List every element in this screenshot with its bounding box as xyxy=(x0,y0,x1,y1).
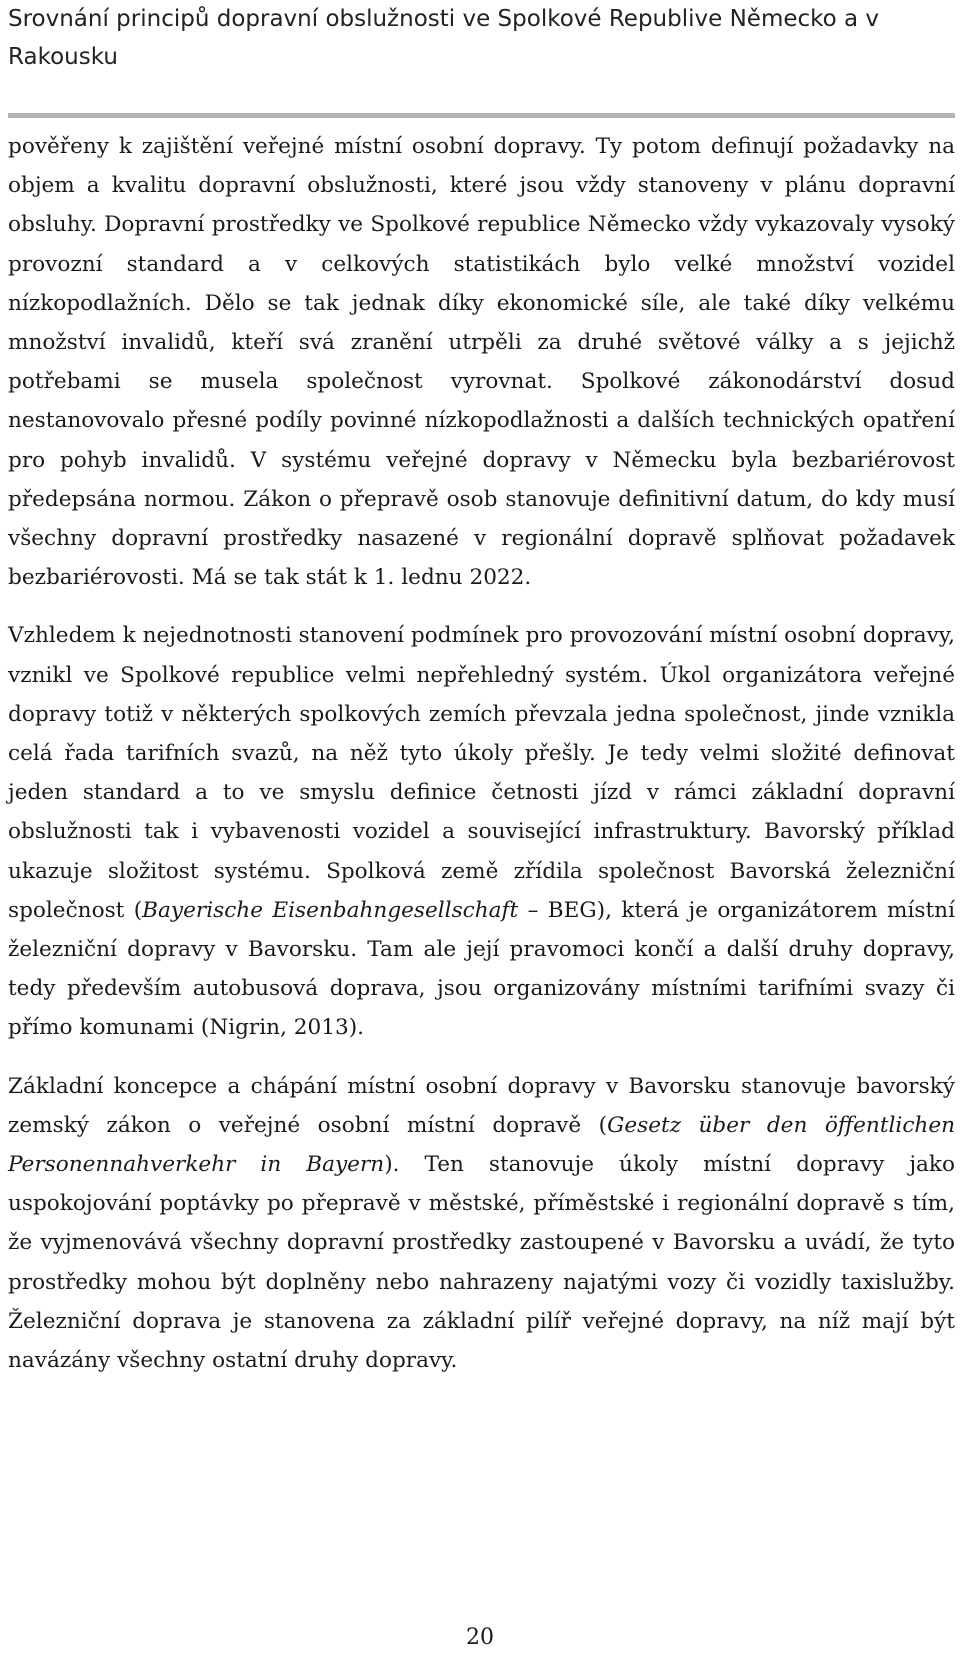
italic-term: Gesetz über den öffentlichen Personennahverkehr in Bayern xyxy=(8,1112,956,1178)
text-segment: – BEG), která je organizátorem místní železniční dopravy v Bavorsku. Tam ale její pravomoci končí a další druhy dopravy, tedy především autobusová doprava, jsou organizovány místními tarifními svazy či přímo komunami (Nigrin, 2013). xyxy=(8,897,955,1041)
paragraph xyxy=(8,127,955,597)
text-segment: ). Ten stanovuje úkoly místní dopravy jako uspokojování poptávky po přepravě v městské, příměstské i regionální dopravě s tím, že vyjmenovává všechny dopravní prostředky zastoupené v Bavorsku a uvádí, že tyto prostředky mohou být doplněny nebo nahrazeny najatými vozy či vozidly taxislužby. Železniční doprava je stanovena za základní pilíř veřejné dopravy, na níž mají být navázány všechny ostatní druhy dopravy. xyxy=(8,1152,955,1374)
header-divider xyxy=(8,113,955,118)
page-number: 20 xyxy=(466,1625,494,1650)
text-segment: Základní koncepce a chápání místní osobní dopravy v Bavorsku stanovuje bavorský zemský zákon o veřejné osobní místní dopravě ( xyxy=(8,1073,955,1138)
paragraph xyxy=(8,616,955,1047)
text-segment: pověřeny k zajištění veřejné místní osobní dopravy. Ty potom definují požadavky na objem a kvalitu dopravní obslužnosti, které jsou vždy stanoveny v plánu dopravní obsluhy. Dopravní prostředky ve Spolkové republice Německo vždy vykazovaly vysoký provozní standard a v celkových statistikách bylo velké množství vozidel nízkopodlažních. Dělo se tak jednak díky ekonomické síle, ale také díky velkému množství invalidů, kteří svá zranění utrpěli za druhé světové války a s jejichž potřebami se musela společnost vyrovnat. Spolkové zákonodárství dosud nestanovovalo přesné podíly povinné nízkopodlažnosti a dalších technických opatření pro pohyb invalidů. V systému veřejné dopravy v Německu byla bezbariérovost předepsána normou. Zákon o přepravě osob stanovuje definitivní datum, do kdy musí všechny dopravní prostředky nasazené v regionální dopravě splňovat požadavek bezbariérovosti. Má se tak stát k 1. lednu 2022. xyxy=(8,134,955,591)
paragraph xyxy=(8,1067,955,1381)
body-text xyxy=(8,127,955,1399)
italic-term: Bayerische Eisenbahngesellschaft xyxy=(142,897,519,923)
text-segment: Vzhledem k nejednotnosti stanovení podmínek pro provozování místní osobní dopravy, vznikl ve Spolkové republice velmi nepřehledný systém. Úkol organizátora veřejné dopravy totiž v některých spolkových zemích převzala jedna společnost, jinde vznikla celá řada tarifních svazů, na něž tyto úkoly přešly. Je tedy velmi složité definovat jeden standard a to ve smyslu definice četnosti jízd v rámci základní dopravní obslužnosti tak i vybavenosti vozidel a související infrastruktury. Bavorský příklad ukazuje složitost systému. Spolková země zřídila společnost Bavorská železniční společnost ( xyxy=(8,623,955,923)
running-header: Srovnání principů dopravní obslužnosti ve Spolkové Republive Německo a v Rakousku xyxy=(8,6,880,70)
